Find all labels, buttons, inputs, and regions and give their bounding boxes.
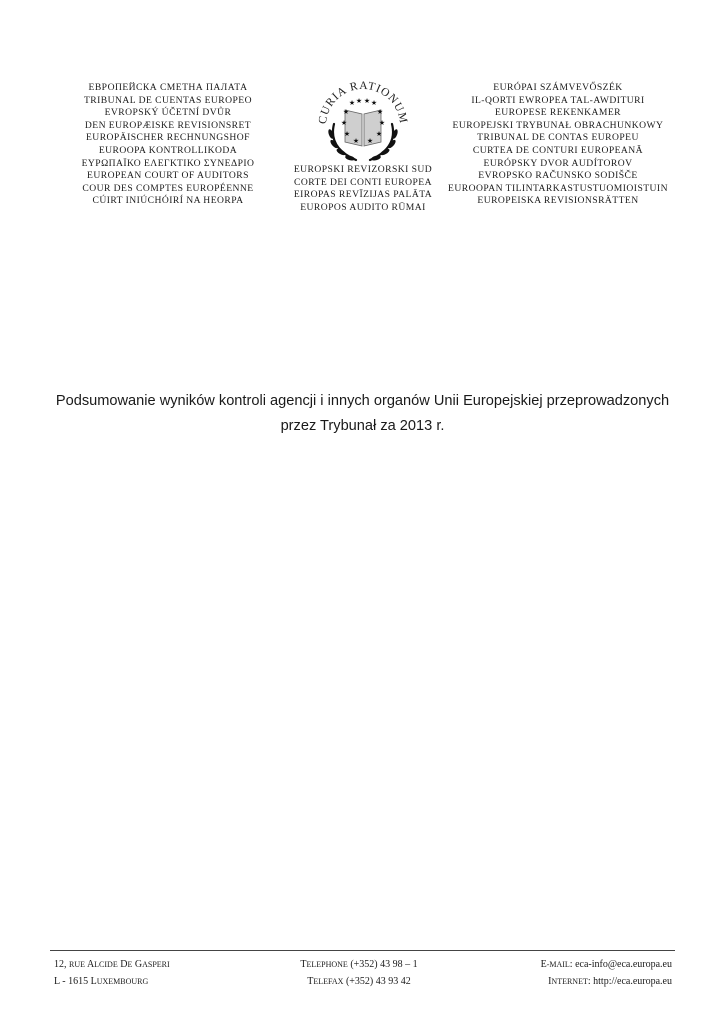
institution-name: EUROPÄISCHER RECHNUNGSHOF (86, 132, 250, 144)
document-title-line-2: przez Trybunał za 2013 r. (280, 418, 445, 434)
institution-name: EVROPSKO RAČUNSKO SODIŠČE (478, 170, 638, 182)
laurel-leaves-icon (327, 129, 399, 162)
institution-name: EURÓPAI SZÁMVEVŐSZÉK (493, 82, 623, 93)
footer-divider (50, 950, 675, 951)
telephone-number: TELEPHONE (+352) 43 98 – 1 (300, 959, 418, 970)
institution-name: EUROOPAN TILINTARKASTUSTUOMIOISTUIN (448, 182, 668, 194)
svg-text:★: ★ (363, 97, 371, 105)
website-link[interactable]: INTERNET: http://eca.europa.eu (548, 976, 672, 987)
institution-name: EURÓPSKY DVOR AUDÍTOROV (483, 157, 633, 169)
institution-name: EUROPEISKA REVISIONSRÄTTEN (477, 195, 639, 207)
address-city: L - 1615 LUXEMBOURG (54, 976, 149, 987)
svg-text:★: ★ (370, 99, 378, 107)
institution-name: EUROPSKI REVIZORSKI SUD (293, 164, 433, 175)
svg-text:★: ★ (366, 137, 374, 145)
eca-logo (304, 76, 422, 166)
institution-name: EIROPAS REVĪZIJAS PALĀTA (293, 189, 433, 201)
svg-text:★: ★ (342, 108, 350, 116)
institution-name: CÚIRT INIÚCHÓIRÍ NA HEORPA (92, 195, 244, 207)
institution-name: EUROPEJSKI TRYBUNAŁ OBRACHUNKOWY (452, 119, 664, 131)
institution-name: CURTEA DE CONTURI EUROPEANĂ (472, 144, 644, 156)
institution-name: ЕВРОПЕЙСКА СМЕТНА ПАЛАТА (88, 82, 248, 93)
svg-text:★: ★ (378, 119, 386, 127)
institution-name: TRIBUNAL DE CUENTAS EUROPEO (84, 94, 252, 106)
svg-text:★: ★ (343, 130, 351, 138)
address-street: 12, RUE ALCIDE DE GASPERI (54, 959, 170, 970)
svg-text:★: ★ (348, 99, 356, 107)
institution-name: EUROOPA KONTROLLIKODA (98, 144, 238, 156)
document-title (30, 389, 695, 439)
email-address[interactable]: E-MAIL: eca-info@eca.europa.eu (540, 959, 672, 970)
institution-name: COUR DES COMPTES EUROPÉENNE (82, 182, 254, 194)
footer-address (54, 958, 170, 992)
institution-name: EUROPESE REKENKAMER (494, 107, 622, 119)
institution-name: EUROPEAN COURT OF AUDITORS (87, 170, 249, 182)
document-title-line-1: Podsumowanie wyników kontroli agencji i innych organów Unii Europejskiej przeprowadzonych (55, 393, 670, 409)
telefax-number: TELEFAX (+352) 43 93 42 (307, 976, 411, 987)
institution-name: DEN EUROPÆISKE REVISIONSRET (84, 119, 252, 131)
logo-motto: CURIA RATIONUM (316, 79, 410, 125)
footer-contact (470, 958, 672, 992)
svg-text:★: ★ (355, 97, 363, 105)
svg-text:★: ★ (352, 137, 360, 145)
institution-name: TRIBUNAL DE CONTAS EUROPEU (477, 132, 639, 144)
institution-names-right (445, 82, 671, 208)
svg-text:★: ★ (375, 130, 383, 138)
institution-name: IL-QORTI EWROPEA TAL-AWDITURI (471, 94, 645, 106)
institution-name: EUROPOS AUDITO RŪMAI (300, 201, 426, 213)
institution-name: CORTE DEI CONTI EUROPEA (294, 176, 432, 188)
institution-name: EVROPSKÝ ÚČETNÍ DVŮR (104, 107, 232, 119)
institution-names-center (284, 164, 442, 214)
institution-name: ΕΥΡΩΠΑΪΚΟ ΕΛΕΓΚΤΙΚΟ ΣΥΝΕΔΡΙΟ (81, 157, 255, 169)
institution-names-left (78, 82, 258, 208)
footer-phone (270, 958, 448, 992)
svg-text:★: ★ (376, 108, 384, 116)
svg-text:★: ★ (340, 119, 348, 127)
